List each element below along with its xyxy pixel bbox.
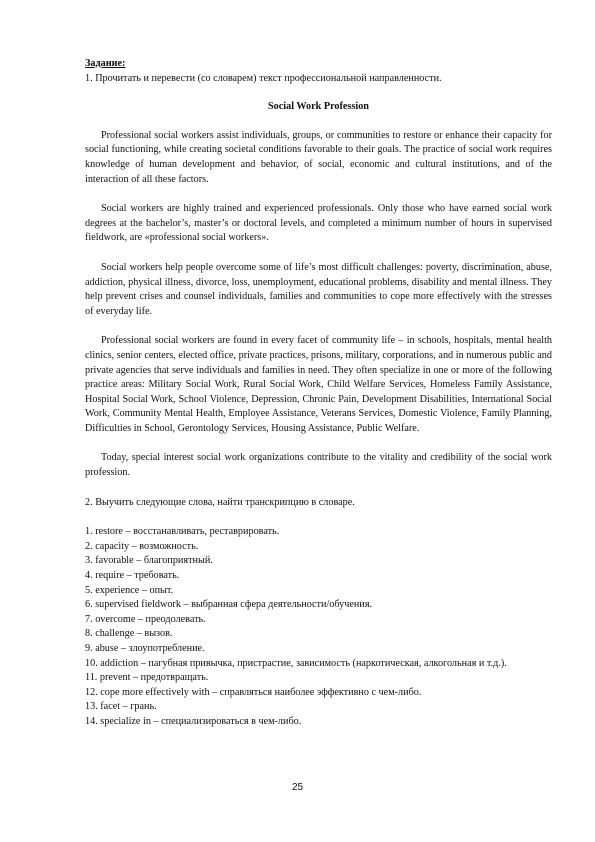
vocabulary-item: 12. cope more effectively with – справляться наиболее эффективно с чем-либо. xyxy=(85,686,422,698)
task2-instruction: 2. Выучить следующие слова, найти транскрипцию в словаре. xyxy=(85,496,355,508)
vocabulary-item: 11. prevent – предотвращать. xyxy=(85,672,209,684)
vocabulary-item: 13. facet – грань. xyxy=(85,701,157,713)
vocabulary-item: 3. favorable – благоприятный. xyxy=(85,555,213,567)
vocabulary-item: 7. overcome – преодолевать. xyxy=(85,613,206,625)
vocabulary-item: 5. experience – опыт. xyxy=(85,584,174,596)
vocabulary-item: 4. require – требовать. xyxy=(85,570,180,582)
vocabulary-list xyxy=(85,525,552,729)
article-paragraph: Social workers are highly trained and experienced professionals. Only those who have earned social work degrees at the bachelor’s, master’s or doctoral levels, and completed a minimum number of hours in supervised fieldwork, are «professional social workers». xyxy=(85,203,552,244)
task1-instruction: 1. Прочитать и перевести (со словарем) текст профессиональной направленности. xyxy=(85,72,442,84)
vocabulary-item: 6. supervised fieldwork – выбранная сфера деятельности/обучения. xyxy=(85,599,373,611)
article-paragraph: Social workers help people overcome some of life’s most difficult challenges: poverty, discrimination, abuse, addiction, physical illness, divorce, loss, unemployment, educational problems, disability and mental illness. They help prevent crises and counsel individuals, families and communities to cope more effectively with the stresses of everyday life. xyxy=(85,261,552,317)
vocabulary-item: 9. abuse – злоупотребление. xyxy=(85,643,205,654)
task-heading: Задание: xyxy=(85,58,126,69)
page-number: 25 xyxy=(291,782,304,793)
article-title: Social Work Profession xyxy=(268,101,369,113)
vocabulary-item: 1. restore – восстанавливать, реставрировать. xyxy=(85,526,280,538)
vocabulary-item: 8. challenge – вызов. xyxy=(85,628,173,640)
vocabulary-item: 2. capacity – возможность. xyxy=(85,540,199,552)
vocabulary-item: 10. addiction – пагубная привычка, пристрастие, зависимость (наркотическая, алкогольная и т.д.). xyxy=(85,657,507,669)
article-paragraph: Today, special interest social work organizations contribute to the vitality and credibility of the social work profession. xyxy=(85,452,552,479)
article-paragraph: Professional social workers assist individuals, groups, or communities to restore or enhance their capacity for social functioning, while creating societal conditions favorable to their goals. The practice of social work requires knowledge of human development and behavior, of social, economic and cultural institutions, and of the interaction of all these factors. xyxy=(85,129,552,185)
article-paragraph: Professional social workers are found in every facet of community life – in schools, hospitals, mental health clinics, senior centers, elected office, private practices, prisons, military, corporations, and in numerous public and private agencies that serve individuals and families in need. They often specialize in one or more of the following practice areas: Military Social Work, Rural Social Work, Child Welfare Services, Homeless Family Assistance, Hospital Social Work, School Violence, Depression, Chronic Pain, Development Disabilities, International Social Work, Community Mental Health, Employee Assistance, Veterans Services, Domestic Violence, Family Planning, Difficulties in School, Gerontology Services, Housing Assistance, Public Welfare. xyxy=(85,335,552,434)
vocabulary-item: 14. specialize in – специализироваться в чем-либо. xyxy=(85,715,302,727)
page-content xyxy=(85,57,552,730)
